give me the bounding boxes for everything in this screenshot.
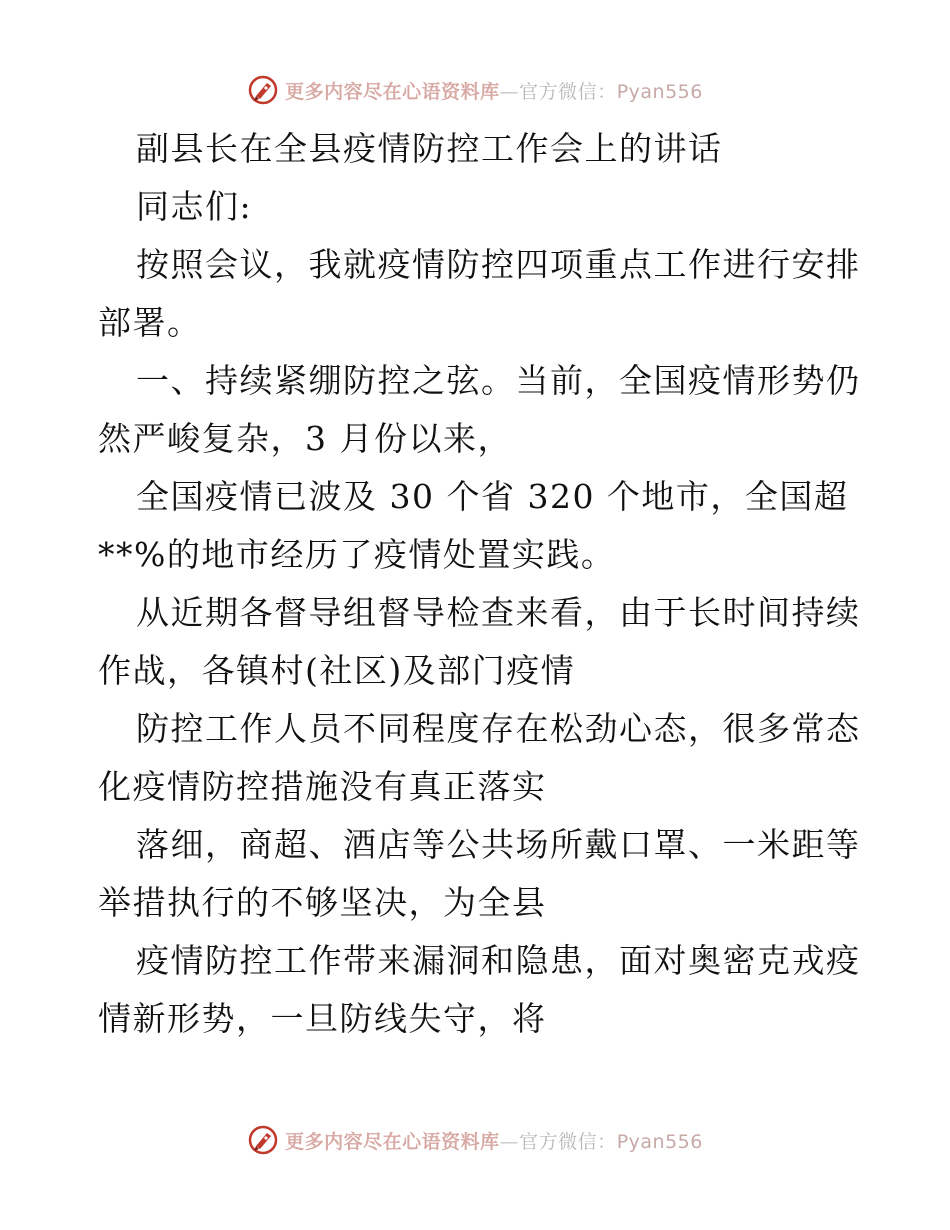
document-title: 副县长在全县疫情防控工作会上的讲话 <box>136 129 723 168</box>
document-body <box>98 120 861 1048</box>
text-line: 一、持续紧绷防控之弦。当前，全国疫情形势仍 <box>136 361 861 400</box>
text-line: **%的地市经历了疫情处置实践。 <box>98 535 616 574</box>
text-line: 作战，各镇村(社区)及部门疫情 <box>98 651 576 690</box>
text-line: 落细，商超、酒店等公共场所戴口罩、一米距等 <box>136 825 861 864</box>
watermark-wechat-id: Pyan556 <box>616 1130 703 1153</box>
text-line: 举措执行的不够坚决，为全县 <box>98 883 547 922</box>
watermark-dash: — <box>499 1130 520 1153</box>
pen-logo-icon <box>247 1124 279 1156</box>
text-line: 防控工作人员不同程度存在松劲心态，很多常态 <box>136 709 861 748</box>
text-line: 化疫情防控措施没有真正落实 <box>98 767 547 806</box>
text-line: 然严峻复杂，3 月份以来， <box>98 419 512 458</box>
text-line: 疫情防控工作带来漏洞和隐患，面对奥密克戎疫 <box>136 941 861 980</box>
text-line: 按照会议，我就疫情防控四项重点工作进行安排 <box>136 245 861 284</box>
pen-logo-icon <box>247 74 279 106</box>
watermark-main-text: 更多内容尽在心语资料库 <box>285 80 500 103</box>
salutation: 同志们: <box>136 187 253 226</box>
footer-watermark <box>0 1120 950 1160</box>
watermark-wechat-id: Pyan556 <box>616 80 703 103</box>
watermark-dash: — <box>499 80 520 103</box>
text-line: 全国疫情已波及 30 个省 320 个地市，全国超 <box>136 477 849 516</box>
watermark-official-label: 官方微信： <box>519 1130 617 1153</box>
header-watermark <box>0 70 950 110</box>
text-line: 部署。 <box>98 303 202 342</box>
watermark-main-text: 更多内容尽在心语资料库 <box>285 1130 500 1153</box>
text-line: 从近期各督导组督导检查来看，由于长时间持续 <box>136 593 861 632</box>
text-line: 情新形势，一旦防线失守，将 <box>98 999 547 1038</box>
watermark-official-label: 官方微信： <box>519 80 617 103</box>
